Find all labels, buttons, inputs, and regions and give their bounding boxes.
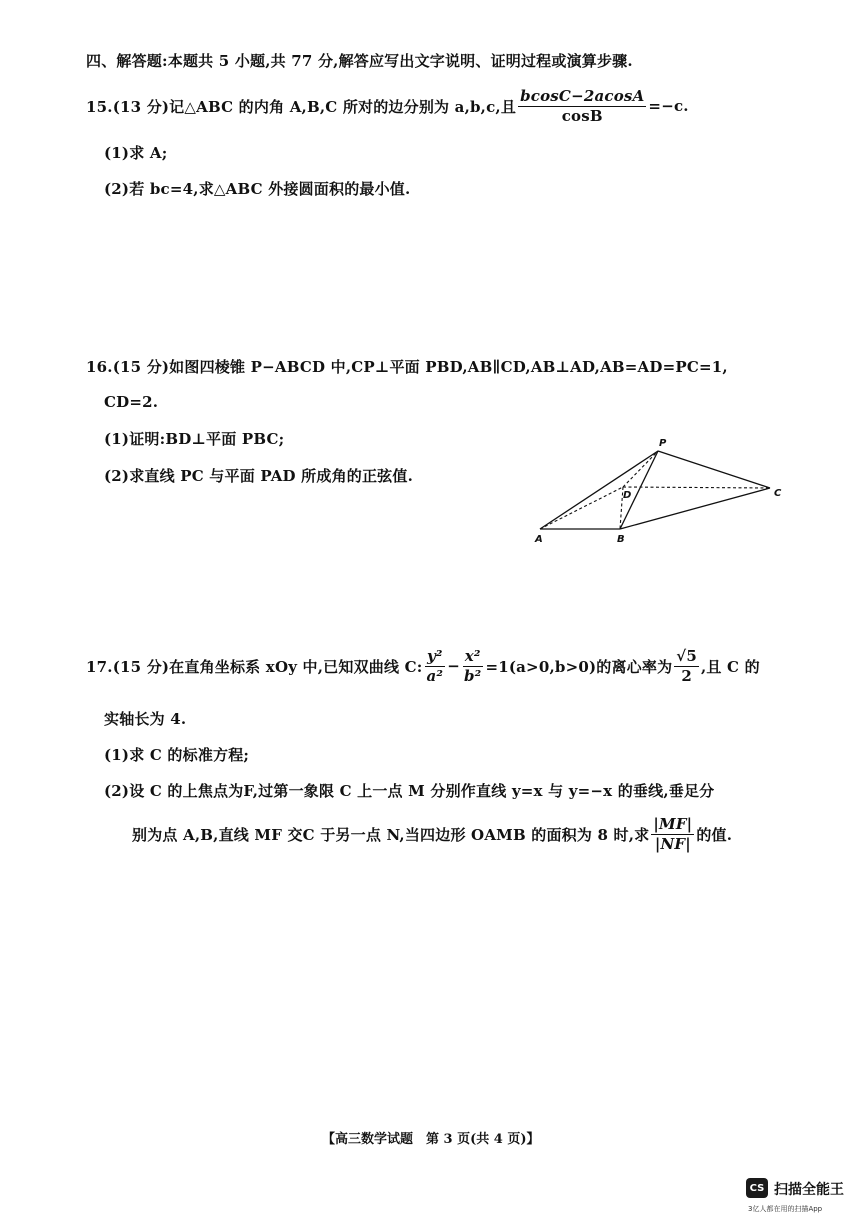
scanner-tagline: 3亿人都在用的扫描App: [748, 1205, 823, 1213]
label-P: P: [659, 438, 667, 449]
q15-frac-numerator: bcosC−2acosA: [520, 87, 645, 105]
label-B: B: [617, 534, 625, 545]
q17-x-denominator: b²: [463, 666, 482, 685]
q17-e-denominator: 2: [681, 666, 692, 685]
q17-y-denominator: a²: [426, 666, 444, 685]
q17-e-numerator: √5: [676, 647, 697, 665]
edge-PC: [658, 451, 770, 488]
q17-part2-line1: (2)设 C 的上焦点为F,过第一象限 C 上一点 M 分别作直线 y=x 与 y=−x 的垂线,垂足分: [104, 782, 715, 800]
label-A: A: [535, 534, 543, 545]
q15-suffix: =−c.: [648, 97, 689, 115]
q17-y-numerator: y²: [426, 647, 443, 665]
q15-part1: (1)求 A;: [104, 144, 168, 162]
q15-frac-denominator: cosB: [561, 106, 603, 125]
q17-ratio-numerator: |MF|: [653, 815, 693, 833]
q17-x-numerator: x²: [464, 647, 481, 665]
q17-part2-line2: [132, 816, 732, 852]
q17-e-fraction: [674, 648, 699, 684]
label-D: D: [623, 490, 632, 501]
page-footer: 【高三数学试题 第 3 页(共 4 页)】: [322, 1132, 540, 1147]
q15-fraction: [518, 88, 646, 124]
pyramid-diagram: [530, 432, 790, 550]
q16-line1: 16.(15 分)如图四棱锥 P−ABCD 中,CP⊥平面 PBD,AB∥CD,AB⊥AD,AB=AD=PC=1,: [86, 358, 728, 376]
q17-minus: −: [447, 657, 460, 675]
section-heading: 四、解答题:本题共 5 小题,共 77 分,解答应写出文字说明、证明过程或演算步骤.: [86, 52, 633, 70]
q16-line2: CD=2.: [104, 393, 159, 411]
q17-y-fraction: [424, 648, 445, 684]
q17-ratio-fraction: [651, 816, 694, 852]
label-C: C: [774, 488, 782, 499]
q16-part2: (2)求直线 PC 与平面 PAD 所成角的正弦值.: [104, 467, 413, 485]
q17-tail: ,且 C 的: [700, 657, 760, 676]
edge-BC: [620, 488, 770, 529]
q15-prefix: 15.(13 分)记△ABC 的内角 A,B,C 所对的边分别为 a,b,c,且: [86, 97, 517, 116]
edge-DC: [623, 487, 770, 488]
edge-AD: [540, 487, 623, 529]
q15-stem: [86, 88, 689, 124]
q16-part1: (1)证明:BD⊥平面 PBC;: [104, 430, 285, 448]
q17-part2-end: 的值.: [696, 825, 733, 844]
q17-part2-text: 别为点 A,B,直线 MF 交C 于另一点 N,当四边形 OAMB 的面积为 8 时,求: [132, 825, 650, 844]
q17-x-fraction: [462, 648, 483, 684]
scanner-logo: CS: [746, 1178, 768, 1198]
q15-part2: (2)若 bc=4,求△ABC 外接圆面积的最小值.: [104, 180, 411, 198]
edge-PA: [540, 451, 658, 529]
q17-eq-rest: =1(a>0,b>0)的离心率为: [485, 657, 673, 676]
q17-line2: 实轴长为 4.: [104, 710, 187, 728]
edge-PD: [623, 451, 658, 487]
q17-stem: [86, 648, 760, 684]
q17-ratio-denominator: |NF|: [654, 834, 691, 853]
q17-part1: (1)求 C 的标准方程;: [104, 746, 250, 764]
q17-prefix: 17.(15 分)在直角坐标系 xOy 中,已知双曲线 C:: [86, 657, 423, 676]
scanner-app-name: 扫描全能王: [774, 1182, 844, 1198]
